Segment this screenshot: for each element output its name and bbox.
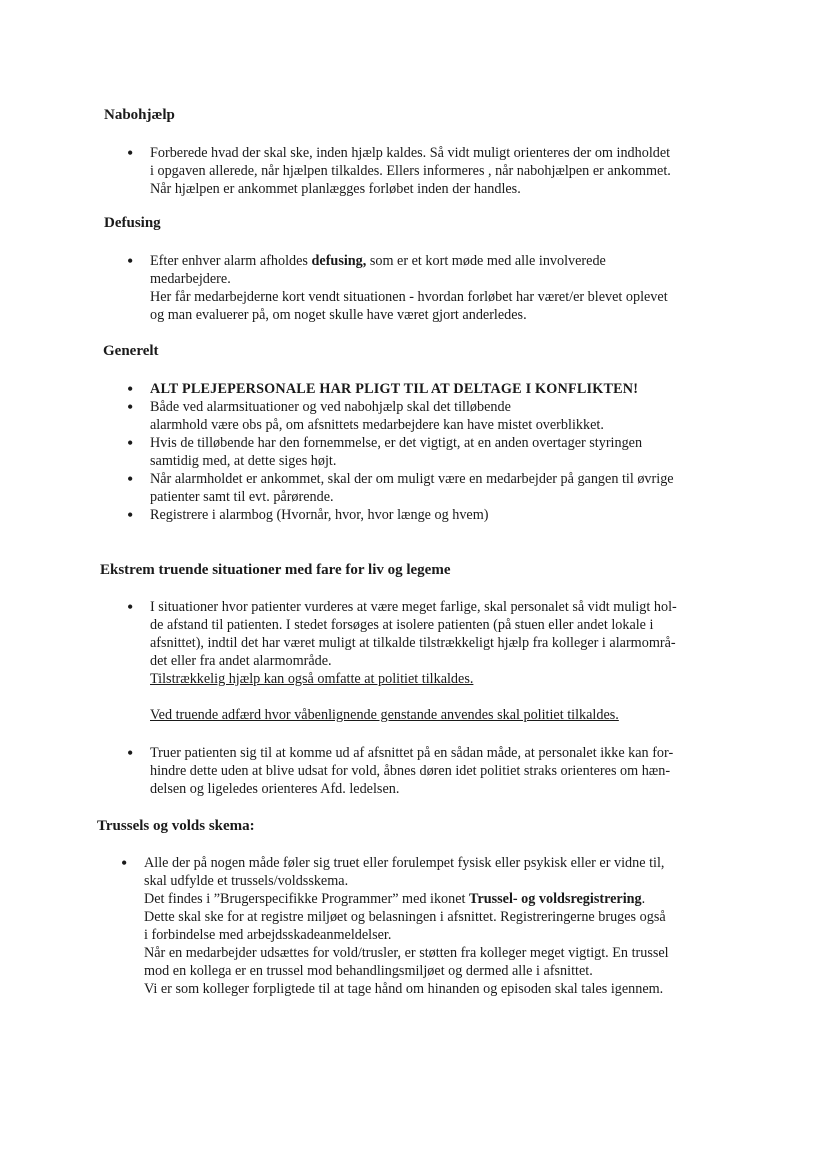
text-line: og man evaluerer på, om noget skulle have været gjort anderledes.: [150, 307, 527, 323]
underlined-note: Tilstrækkelig hjælp kan også omfatte at politiet tilkaldes.: [150, 671, 474, 687]
heading-ekstrem: Ekstrem truende situationer med fare for liv og legeme: [100, 562, 451, 578]
text-line: de afstand til patienten. I stedet forsøges at isolere patienten (på stuen eller andet lokale i: [150, 617, 654, 633]
text-line: Vi er som kolleger forpligtede til at tage hånd om hinanden og episoden skal tales igennem.: [144, 981, 664, 997]
list-item: [127, 144, 747, 198]
text-line: • Forberede hvad der skal ske, inden hjælp kaldes. Så vidt muligt orienteres der om indholdet: [150, 145, 671, 161]
heading-defusing: Defusing: [104, 215, 161, 231]
text-line: delsen og ligeledes orienteres Afd. ledelsen.: [150, 781, 400, 797]
list-defusing: [127, 252, 747, 324]
text-line: hindre dette uden at blive udsat for vold, åbnes døren idet politiet straks orienteres om hæn-: [150, 763, 671, 779]
text-line: patienter samt til evt. pårørende.: [150, 489, 334, 505]
list-item: [127, 506, 747, 524]
program-icon-name: Trussel- og voldsregistrering: [469, 891, 642, 907]
underlined-note: Ved truende adfærd hvor våbenlignende genstande anvendes skal politiet tilkaldes.: [150, 707, 619, 723]
text-line: alarmhold være obs på, om afsnittets medarbejdere kan have mistet overblikket.: [150, 417, 604, 433]
list-item: [127, 744, 747, 798]
text-line: Når en medarbejder udsættes for vold/trusler, er støtten fra kolleger meget vigtigt. En trussel: [144, 945, 669, 961]
heading-trussels: Trussels og volds skema:: [97, 818, 255, 834]
defusing-term: defusing,: [311, 253, 367, 269]
text-line: Når hjælpen er ankommet planlægges forløbet inden der handles.: [150, 181, 521, 197]
text-line: • Efter enhver alarm afholdes defusing, som er et kort møde med alle involverede: [150, 253, 606, 269]
text-line: skal udfylde et trussels/voldsskema.: [144, 873, 349, 889]
text-line: • Når alarmholdet er ankommet, skal der om muligt være en medarbejder på gangen til øvrige: [150, 471, 674, 487]
spacer: [150, 688, 747, 706]
text-line: • I situationer hvor patienter vurderes at være meget farlige, skal personalet så vidt muligt hol-: [150, 599, 677, 615]
list-item: [121, 854, 751, 998]
text-line: mod en kollega er en trussel mod behandlingsmiljøet og dermed alle i afsnittet.: [144, 963, 593, 979]
text-line: Det findes i ”Brugerspecifikke Programmer” med ikonet Trussel- og voldsregistrering.: [144, 891, 646, 907]
list-generelt: [127, 380, 747, 524]
heading-generelt: Generelt: [103, 343, 159, 359]
list-ekstrem: [127, 598, 747, 798]
text-line: Dette skal ske for at registre miljøet og belasningen i afsnittet. Registreringerne bruges også: [144, 909, 666, 925]
text-line: • Registrere i alarmbog (Hvornår, hvor, hvor længe og hvem): [150, 507, 489, 523]
heading-nabohjaelp: Nabohjælp: [104, 107, 175, 123]
list-item: [127, 434, 747, 470]
text-line: samtidig med, at dette siges højt.: [150, 453, 337, 469]
text-line: afsnittet), indtil det har været muligt at tilkalde tilstrækkeligt hjælp fra kolleger i alarmområ-: [150, 635, 676, 651]
list-item: [127, 380, 747, 398]
text-line: Her får medarbejderne kort vendt situationen - hvordan forløbet har været/er blevet oplevet: [150, 289, 668, 305]
text-line: • Både ved alarmsituationer og ved nabohjælp skal det tilløbende: [150, 399, 511, 415]
spacer: [150, 724, 747, 742]
list-item: [127, 598, 747, 742]
list-item: [127, 398, 747, 434]
text-line: det eller fra andet alarmområde.: [150, 653, 332, 669]
text-line: • Alle der på nogen måde føler sig truet eller forulempet fysisk eller psykisk eller er vidne til,: [144, 855, 665, 871]
text-line: • ALT PLEJEPERSONALE HAR PLIGT TIL AT DELTAGE I KONFLIKTEN!: [150, 381, 639, 397]
text-line: medarbejdere.: [150, 271, 231, 287]
list-item: [127, 470, 747, 506]
list-nabohjaelp: [127, 144, 747, 198]
list-item: [127, 252, 747, 324]
text-line: • Truer patienten sig til at komme ud af afsnittet på en sådan måde, at personalet ikke kan for-: [150, 745, 674, 761]
text-line: • Hvis de tilløbende har den fornemmelse, er det vigtigt, at en anden overtager styringen: [150, 435, 643, 451]
list-trussels: [121, 854, 751, 998]
text-line: i opgaven allerede, når hjælpen tilkaldes. Ellers informeres , når nabohjælpen er ankommet.: [150, 163, 671, 179]
text-line: i forbindelse med arbejdsskadeanmeldelser.: [144, 927, 392, 943]
